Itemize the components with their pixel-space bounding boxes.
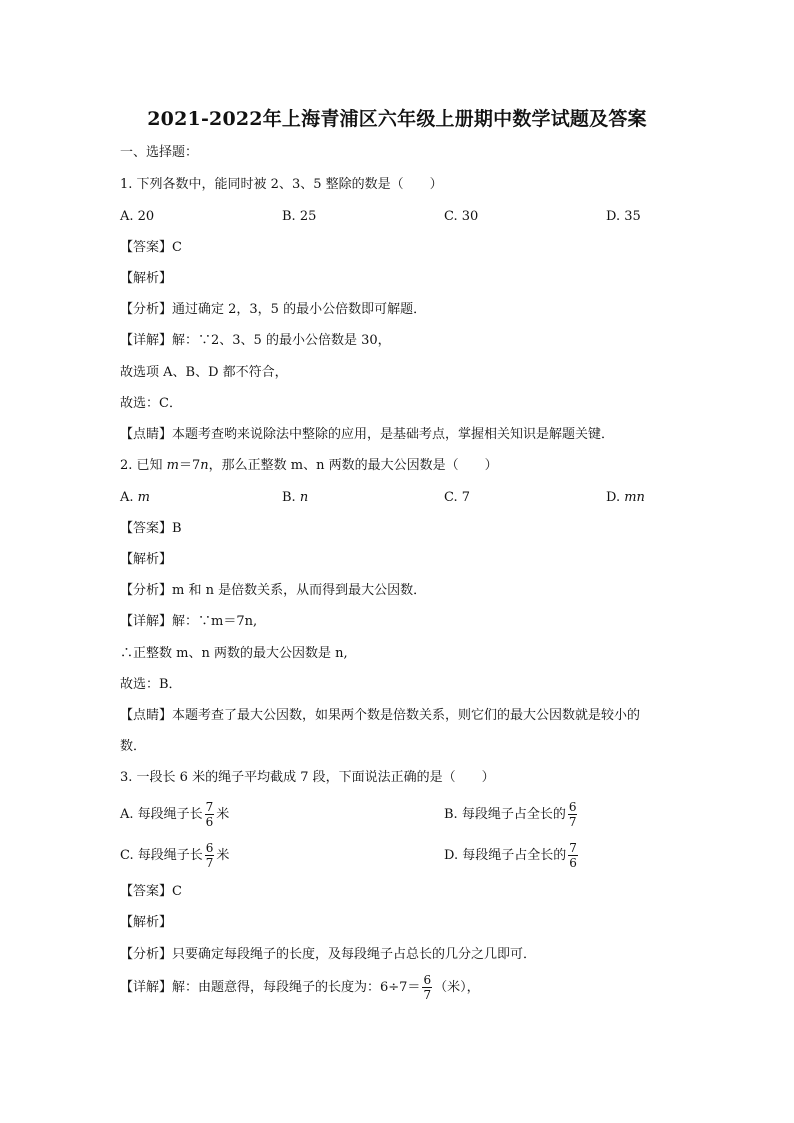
q3-option-c [120, 838, 229, 874]
q3-option-c-numerator: 6 [205, 841, 214, 855]
q3-option-b-text: B. 每段绳子占全长的 [444, 807, 566, 822]
q3-option-a-fraction [205, 801, 215, 828]
q2-option-d-value: mn [624, 490, 645, 505]
q3-option-c-text: C. 每段绳子长 [120, 848, 203, 863]
q3-option-a-numerator: 7 [205, 800, 214, 814]
q2-option-b [282, 488, 308, 508]
q3-detail-fraction [422, 974, 432, 1001]
q2-option-a-label: A. [120, 490, 138, 505]
q3-answer: 【答案】C [120, 884, 182, 899]
q1-fenxi: 【分析】通过确定 2，3，5 的最小公倍数即可解题． [120, 302, 427, 317]
q3-detail [120, 970, 480, 1006]
q2-fenxi: 【分析】m 和 n 是倍数关系，从而得到最大公因数． [120, 583, 427, 598]
q3-option-a-denominator: 6 [205, 815, 214, 829]
section-heading: 一、选择题： [120, 145, 199, 160]
q3-analysis-heading: 【解析】 [120, 915, 173, 930]
q1-detail-line-3: 故选：C． [120, 396, 182, 411]
q2-stem-var-m: m [166, 458, 179, 473]
q3-option-d [444, 838, 580, 874]
q2-detail-line-1: 【详解】解：∵m＝7n, [120, 614, 258, 629]
q2-answer: 【答案】B [120, 521, 182, 536]
q2-stem-suffix: ，那么正整数 m、n 两数的最大公因数是（ ） [208, 458, 498, 473]
q3-option-d-numerator: 7 [569, 841, 577, 855]
q1-option-b: B. 25 [282, 209, 317, 224]
q1-dianjing: 【点睛】本题考查哟来说除法中整除的应用，是基础考点，掌握相关知识是解题关键． [120, 427, 615, 442]
q2-option-d-label: D. [606, 490, 625, 505]
q3-detail-text: 【详解】解：由题意得，每段绳子的长度为：6÷7＝ [120, 980, 421, 995]
q2-stem-var-n: n [200, 458, 209, 473]
q2-option-b-value: n [299, 490, 309, 505]
q3-option-a-text: A. 每段绳子长 [120, 807, 203, 822]
q3-option-b-fraction [568, 801, 578, 828]
q3-stem: 3. 一段长 6 米的绳子平均截成 7 段，下面说法正确的是（ ） [120, 770, 495, 785]
q3-option-c-denominator: 7 [205, 856, 214, 870]
q2-analysis-heading: 【解析】 [120, 552, 173, 567]
q2-dianjing-line-2: 数． [120, 739, 147, 754]
q3-detail-numerator: 6 [423, 973, 432, 987]
q1-analysis-heading: 【解析】 [120, 271, 173, 286]
q2-stem [120, 456, 498, 476]
q3-option-a [120, 797, 229, 833]
q3-option-a-unit: 米 [216, 807, 230, 822]
q1-detail-line-2: 故选项 A、B、D 都不符合， [120, 365, 288, 380]
q3-fenxi: 【分析】只要确定每段绳子的长度，及每段绳子占总长的几分之几即可． [120, 947, 537, 962]
q1-option-c: C. 30 [444, 209, 479, 224]
q3-detail-denominator: 7 [423, 988, 432, 1002]
q3-option-c-unit: 米 [216, 848, 230, 863]
q1-answer: 【答案】C [120, 240, 182, 255]
q3-option-d-fraction [568, 842, 578, 869]
q2-dianjing-line-1: 【点睛】本题考查了最大公因数，如果两个数是倍数关系，则它们的最大公因数就是较小的 [120, 708, 641, 723]
q3-option-d-text: D. 每段绳子占全长的 [444, 848, 567, 863]
q2-detail-line-2: ∴正整数 m、n 两数的最大公因数是 n, [120, 646, 348, 661]
q2-stem-equals: ＝7 [179, 458, 201, 473]
q2-stem-prefix: 2. 已知 [120, 458, 167, 473]
q3-option-d-denominator: 6 [569, 856, 577, 870]
q3-option-c-fraction [205, 842, 215, 869]
q3-option-b [444, 797, 579, 833]
q1-detail-line-1: 【详解】解：∵2、3、5 的最小公倍数是 30， [120, 333, 391, 348]
q2-option-d [606, 488, 645, 508]
q2-option-b-label: B. [282, 490, 300, 505]
q2-detail-line-3: 故选：B． [120, 677, 182, 692]
q2-option-a [120, 488, 150, 508]
q1-option-a: A. 20 [120, 209, 155, 224]
document-title: 2021-2022年上海青浦区六年级上册期中数学试题及答案 [147, 108, 647, 130]
q1-stem: 1. 下列各数中，能同时被 2、3、5 整除的数是（ ） [120, 177, 443, 192]
q3-detail-unit: （米）， [434, 980, 480, 995]
q2-option-a-value: m [137, 490, 150, 505]
q2-option-c: C. 7 [444, 490, 471, 505]
q3-option-b-numerator: 6 [568, 800, 577, 814]
q1-option-d: D. 35 [606, 209, 641, 224]
q3-option-b-denominator: 7 [568, 815, 577, 829]
